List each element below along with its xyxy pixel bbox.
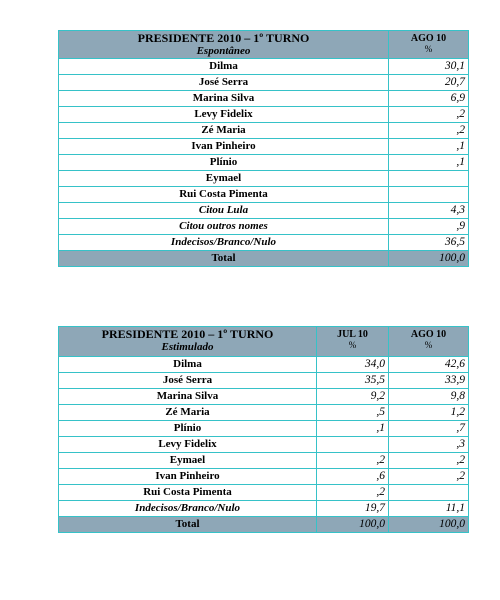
table-body (59, 59, 469, 251)
column-header-label: AGO 10 (410, 329, 447, 340)
total-label: Total (59, 517, 317, 533)
table-row (59, 139, 469, 155)
candidate-name: José Serra (59, 373, 317, 389)
candidate-name: Indecisos/Branco/Nulo (59, 501, 317, 517)
table-row (59, 75, 469, 91)
poll-value-ago10: 42,6 (389, 357, 469, 373)
poll-value: 6,9 (389, 91, 469, 107)
poll-value-jul10 (317, 437, 389, 453)
poll-value: 4,3 (389, 203, 469, 219)
table-row (59, 469, 469, 485)
poll-value-ago10: ,7 (389, 421, 469, 437)
candidate-name: Marina Silva (59, 389, 317, 405)
candidate-name: Dilma (59, 59, 389, 75)
poll-value (389, 171, 469, 187)
table-row (59, 59, 469, 75)
table-row (59, 219, 469, 235)
table-title-cell (59, 327, 317, 357)
poll-value-jul10: ,1 (317, 421, 389, 437)
total-label: Total (59, 251, 389, 267)
poll-value-ago10: 9,8 (389, 389, 469, 405)
table-title: PRESIDENTE 2010 – 1º TURNO (137, 31, 310, 45)
candidate-name: Zé Maria (59, 405, 317, 421)
poll-value-ago10 (389, 485, 469, 501)
table-row (59, 373, 469, 389)
poll-value-jul10: 19,7 (317, 501, 389, 517)
column-header-jul10 (317, 327, 389, 357)
table-row (59, 389, 469, 405)
candidate-name: Citou outros nomes (59, 219, 389, 235)
poll-value (389, 187, 469, 203)
candidate-name: José Serra (59, 75, 389, 91)
table-row (59, 235, 469, 251)
table-row (59, 91, 469, 107)
poll-value-ago10: 11,1 (389, 501, 469, 517)
poll-value: 20,7 (389, 75, 469, 91)
column-header-ago10 (389, 31, 469, 59)
table-row (59, 437, 469, 453)
candidate-name: Ivan Pinheiro (59, 139, 389, 155)
poll-value-ago10: ,3 (389, 437, 469, 453)
poll-value: ,1 (389, 155, 469, 171)
candidate-name: Eymael (59, 171, 389, 187)
candidate-name: Rui Costa Pimenta (59, 485, 317, 501)
candidate-name: Eymael (59, 453, 317, 469)
poll-value-ago10: 33,9 (389, 373, 469, 389)
table-header-row (59, 31, 469, 59)
candidate-name: Levy Fidelix (59, 437, 317, 453)
table-header-row (59, 327, 469, 357)
table-row (59, 501, 469, 517)
table-row (59, 123, 469, 139)
poll-value-jul10: ,5 (317, 405, 389, 421)
table-row (59, 357, 469, 373)
table-row (59, 453, 469, 469)
poll-value-jul10: 9,2 (317, 389, 389, 405)
column-header-ago10 (389, 327, 469, 357)
candidate-name: Citou Lula (59, 203, 389, 219)
poll-value-ago10: 1,2 (389, 405, 469, 421)
column-header-unit: % (424, 340, 433, 350)
candidate-name: Plínio (59, 155, 389, 171)
table-row (59, 171, 469, 187)
column-header-label: AGO 10 (410, 33, 447, 44)
poll-value: ,2 (389, 123, 469, 139)
poll-value: ,1 (389, 139, 469, 155)
table-row (59, 485, 469, 501)
total-value-jul10: 100,0 (317, 517, 389, 533)
candidate-name: Dilma (59, 357, 317, 373)
total-value-ago10: 100,0 (389, 517, 469, 533)
table-body (59, 357, 469, 517)
poll-value-jul10: 35,5 (317, 373, 389, 389)
candidate-name: Levy Fidelix (59, 107, 389, 123)
candidate-name: Rui Costa Pimenta (59, 187, 389, 203)
total-row (59, 517, 469, 533)
total-row (59, 251, 469, 267)
column-header-unit: % (424, 44, 433, 54)
table-row (59, 421, 469, 437)
candidate-name: Plínio (59, 421, 317, 437)
stimulated-poll-table (58, 326, 469, 533)
poll-value-jul10: ,6 (317, 469, 389, 485)
table-row (59, 405, 469, 421)
column-header-label: JUL 10 (337, 329, 368, 340)
poll-value-jul10: ,2 (317, 453, 389, 469)
column-header-unit: % (348, 340, 357, 350)
poll-value-ago10: ,2 (389, 469, 469, 485)
table-title: PRESIDENTE 2010 – 1º TURNO (101, 327, 274, 341)
poll-value-jul10: 34,0 (317, 357, 389, 373)
candidate-name: Marina Silva (59, 91, 389, 107)
table-row (59, 203, 469, 219)
table-subtitle: Estimulado (161, 341, 214, 353)
table-row (59, 107, 469, 123)
table-subtitle: Espontâneo (196, 45, 251, 57)
spontaneous-poll-table (58, 30, 469, 267)
total-value: 100,0 (389, 251, 469, 267)
table-title-cell (59, 31, 389, 59)
poll-value-ago10: ,2 (389, 453, 469, 469)
table-row (59, 155, 469, 171)
poll-value-jul10: ,2 (317, 485, 389, 501)
poll-value: 36,5 (389, 235, 469, 251)
candidate-name: Zé Maria (59, 123, 389, 139)
poll-value: ,2 (389, 107, 469, 123)
table-row (59, 187, 469, 203)
poll-value: ,9 (389, 219, 469, 235)
poll-value: 30,1 (389, 59, 469, 75)
candidate-name: Indecisos/Branco/Nulo (59, 235, 389, 251)
candidate-name: Ivan Pinheiro (59, 469, 317, 485)
